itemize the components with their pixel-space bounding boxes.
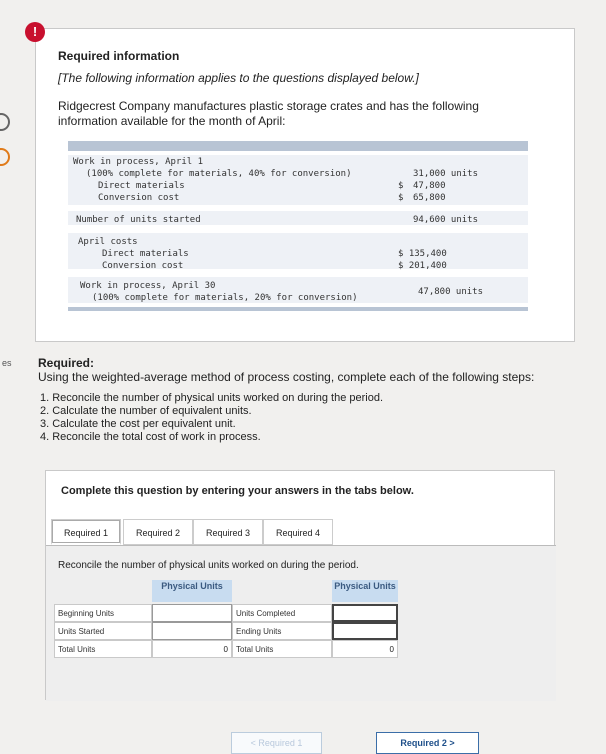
row-label: Units Completed (232, 604, 332, 622)
table-band-top (68, 141, 528, 151)
dm-label: Direct materials (98, 181, 185, 191)
units-completed-input[interactable] (332, 604, 398, 622)
step-item: 4. Reconcile the total cost of work in process. (40, 431, 261, 443)
next-button[interactable]: Required 2 > (376, 732, 479, 754)
april-dm-value: $ 135,400 (398, 249, 447, 259)
row-label: Total Units (232, 640, 332, 658)
total-units-right: 0 (332, 640, 398, 658)
answer-instruction: Complete this question by entering your answers in the tabs below. (61, 485, 414, 497)
wip-begin-detail: (100% complete for materials, 40% for conversion) (86, 169, 352, 179)
table-row (68, 287, 528, 305)
info-text: Ridgecrest Company manufactures plastic storage crates and has the following information available for the month of April: (58, 99, 479, 128)
wip-end-units: 47,800 units (418, 287, 484, 297)
dollar-sign: $ (398, 181, 404, 191)
table-row (68, 261, 528, 273)
table-row (68, 181, 528, 193)
april-dm-label: Direct materials (102, 249, 189, 259)
units-table (54, 580, 404, 660)
april-cc-label: Conversion cost (102, 261, 184, 271)
table-row (68, 157, 528, 169)
tab-required-4[interactable]: Required 4 (263, 519, 333, 545)
radio-ring-icon (0, 148, 10, 166)
april-cc-value: $ 201,400 (398, 261, 447, 271)
wip-end-label: Work in process, April 30 (80, 281, 216, 291)
ending-units-input[interactable] (332, 622, 398, 640)
table-row (68, 169, 528, 181)
dm-value: 47,800 (413, 181, 446, 191)
required-text: Using the weighted-average method of process costing, complete each of the following steps: (38, 370, 535, 384)
row-label: Ending Units (232, 622, 332, 640)
required-heading: Required: (38, 356, 95, 370)
edge-text: es (2, 358, 12, 368)
info-note: [The following information applies to the questions displayed below.] (58, 71, 419, 85)
radio-ring-icon (0, 113, 10, 131)
tab-required-3[interactable]: Required 3 (193, 519, 263, 545)
table-row (68, 249, 528, 261)
prev-button[interactable]: < Required 1 (231, 732, 322, 754)
beginning-units-input[interactable] (152, 604, 232, 622)
april-costs-label: April costs (78, 237, 138, 247)
info-title: Required information (58, 49, 180, 63)
started-value: 94,600 units (413, 215, 479, 225)
table-band-bottom (68, 307, 528, 311)
units-started-input[interactable] (152, 622, 232, 640)
table-row (68, 237, 528, 249)
step-item: 1. Reconcile the number of physical units worked on during the period. (40, 392, 384, 404)
tab-required-2[interactable]: Required 2 (123, 519, 193, 545)
alert-icon: ! (25, 22, 45, 42)
column-header: Physical Units (332, 580, 398, 602)
wip-begin-units: 31,000 units (413, 169, 479, 179)
column-header: Physical Units (152, 580, 232, 602)
table-row (68, 193, 528, 205)
cc-label: Conversion cost (98, 193, 180, 203)
answer-panel (45, 470, 555, 748)
steps-list (40, 392, 383, 444)
row-label: Beginning Units (54, 604, 152, 622)
wip-end-detail: (100% complete for materials, 20% for conversion) (92, 293, 358, 303)
row-label: Units Started (54, 622, 152, 640)
info-panel (35, 28, 575, 342)
tab-required-1[interactable]: Required 1 (51, 519, 121, 545)
step-item: 3. Calculate the cost per equivalent unit. (40, 418, 236, 430)
left-edge (0, 0, 16, 700)
total-units-left: 0 (152, 640, 232, 658)
started-label: Number of units started (76, 215, 201, 225)
table-row (68, 215, 528, 227)
cc-value: 65,800 (413, 193, 446, 203)
row-label: Total Units (54, 640, 152, 658)
step-item: 2. Calculate the number of equivalent units. (40, 405, 252, 417)
wip-begin-label: Work in process, April 1 (73, 157, 204, 167)
tab-content (46, 545, 556, 748)
tab-instruction: Reconcile the number of physical units worked on during the period. (58, 560, 359, 571)
dollar-sign: $ (398, 193, 404, 203)
data-table (68, 141, 528, 313)
